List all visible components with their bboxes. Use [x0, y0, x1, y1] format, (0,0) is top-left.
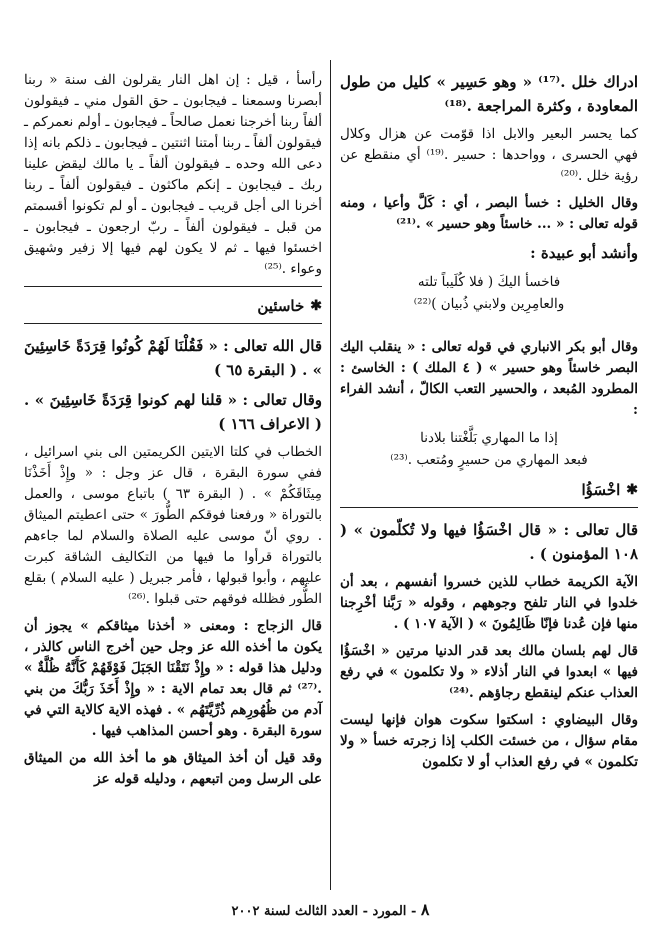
verse-line: والعامِرِين ولابني ذُبيان )⁽²²⁾: [413, 296, 565, 312]
paragraph: رأسأ ، قيل : إن اهل النار يقرلون الف سنة « ربنا أبصرنا وسمعنا ـ فيجابون ـ حق القول مني ـ فيقولون ألفاً ربنا أخرجنا نعمل صالحاً ـ فيجابون ـ أولم نعمركم ـ فيقولون ألفاً ـ ربنا أمتنا اثنتين ـ فيجابون ـ ذلكم بانه إذا دعى الله وحده ـ فيقولون ألفاً ـ يا مالك ليقض علينا ربك ـ فيجابون ـ إنكم ماكثون ـ فيقولون ألفاً ـ ربنا أخرنا الى أجل قريب ـ فيجابون ـ أو لم تكونوا أقسمتم من قبل ـ فيقولون ألفاً ـ ربّ ارجعون ـ فيجابون ـ اخسئوا فيها ـ ثم لا يكون لهم فيها إلا زفير وشهيق وعواء .⁽²⁵⁾: [24, 72, 322, 277]
verse-line: إذا ما المهاري بَلَّغْتنا بلادنا: [420, 430, 558, 446]
poem-verse: [340, 427, 638, 471]
paragraph: كما يحسر البعير والابل اذا قوّمت عن هزال وكلال فهي الحسرى ، وواحدها : حسير .⁽¹⁹⁾ أي منقطع عن رؤية خلل .⁽²⁰⁾: [340, 126, 638, 184]
paragraph: الخطاب في كلتا الايتين الكريمتين الى بني اسرائيل ، ففي سورة البقرة ، قال عز وجل : « وإِذْ أَخَذْنَا مِيثَاقَكُمْ » . ( البقرة ٦٣ ) باتباع موسى ، والعمل بالتوراة « ورفعنا فوقكم الطُّورَ » حتى اعطيتم الميثاق . روي أنّ موسى عليه الصلاة والسلام لما جاءهم بالتوراة قرأوا ما فيها من التكاليف الشاقة كبرت عليهم ، وأبوا قبولها ، فأمر جبريل ( عليه السلام ) بقلع الطُّور فظلله فوقهم حتى قبلوا .⁽²⁶⁾: [24, 444, 322, 607]
asterisk-icon: ✱: [626, 482, 638, 498]
verse-line: فبعد المهاري من حسيرٍ ومُتعب .⁽²³⁾: [390, 452, 588, 468]
page-footer: [0, 900, 661, 919]
paragraph: قال الزجاج : ومعنى « أخذنا ميثاقكم » يجوز أن يكون ما أخذه الله عز وجل حين أخرج الناس كالذر ، ودليل هذا قوله : « وإِذْ نَتَقْنَا الجَبَلَ فَوْقَهُمْ كَأَنَّهُ ظُلَّةٌ » .⁽²⁷⁾ ثم قال بعد تمام الاية : « وإِذْ أَخَذَ رَبُّكَ من بني آدم من ظُهُورِهم ذُرِّيَّتَهُم » . فهذه الاية كالاية التي في سورة البقرة . وهو أحسن المذاهب فيها .: [24, 618, 322, 739]
paragraph: الآية الكريمة خطاب للذين خسروا أنفسهم ، بعد أن خلدوا في النار تلفح وجوههم ، وقوله « رَبَّنا أخْرِجنا منها فإن عُدنا فإنّا ظَالِمُونَ » ( الآية ١٠٧ ) .: [340, 574, 638, 632]
section-heading: [340, 481, 638, 499]
paragraph: وقال البيضاوي : اسكتوا سكوت هوان فإنها ليست مقام سؤال ، من خسئت الكلب إذا زجرته خسأ « ولا تكلمون » في رفع العذاب أو لا تكلمون: [340, 712, 638, 770]
asterisk-icon: ✱: [310, 298, 322, 314]
page-number: ٨: [420, 900, 430, 919]
paragraph: ادراك خلل .⁽¹⁷⁾ « وهو حَسِير » كليل من طول المعاودة ، وكثرة المراجعة .⁽¹⁸⁾: [340, 73, 639, 115]
section-rule: [24, 286, 322, 287]
paragraph: وقال الخليل : خسأ البصر ، أي : كَلَّ وأعيا ، ومنه قوله تعالى : « ... خاسئاً وهو حسير » .⁽²¹⁾: [340, 195, 638, 232]
paragraph: وقال أبو بكر الانباري في قوله تعالى : « ينقلب اليك البصر خاسئاً وهو حسير » ( ٤ الملك ) : الخاسئ : المطرود المُبعد ، والحسير التعب الكالّ ، أنشد الفراء :: [340, 339, 639, 418]
paragraph: قال تعالى : « قال اخْسَؤُا فيها ولا تُكلّمون » ( ١٠٨ المؤمنون ) .: [340, 521, 638, 563]
section-rule: [24, 323, 322, 324]
section-title: اخْسَؤُا: [581, 481, 621, 499]
paragraph: وقد قيل أن أخذ الميثاق هو ما أخذ الله من الميثاق على الرسل ومن اتبعهم ، ودليله قوله عز: [24, 750, 322, 787]
right-column: [340, 70, 638, 779]
paragraph: وأنشد أبو عبيدة :: [530, 244, 638, 262]
footer-text: - المورد - العدد الثالث لسنة ٢٠٠٢: [231, 904, 417, 919]
poem-verse: [340, 271, 638, 315]
left-column: [24, 70, 322, 796]
quranic-quote: قال الله تعالى : « فَقُلْنَا لَهُمْ كُونُوا قِرَدَةً خَاسِئِينَ » . ( البقرة ٦٥ ): [24, 337, 322, 379]
section-title: خاسئين: [257, 297, 305, 315]
verse-line: فاخسأ اليكَ ( فلا كُلَيباً تلته: [417, 274, 561, 290]
column-divider: [330, 60, 331, 890]
section-heading: [24, 297, 322, 315]
quranic-quote: وقال تعالى : « قلنا لهم كونوا قِرَدَةً خَاسِئِينَ » . ( الاعراف ١٦٦ ): [24, 391, 322, 433]
paragraph: قال لهم بلسان مالك بعد قدر الدنيا مرتين « اخْسَؤُا فيها » ابعدوا في النار أذلاء « ولا تكلمون » في رفع العذاب عنكم لينقطع رجاؤهم .⁽²⁴⁾: [340, 643, 638, 701]
section-rule: [340, 507, 638, 508]
